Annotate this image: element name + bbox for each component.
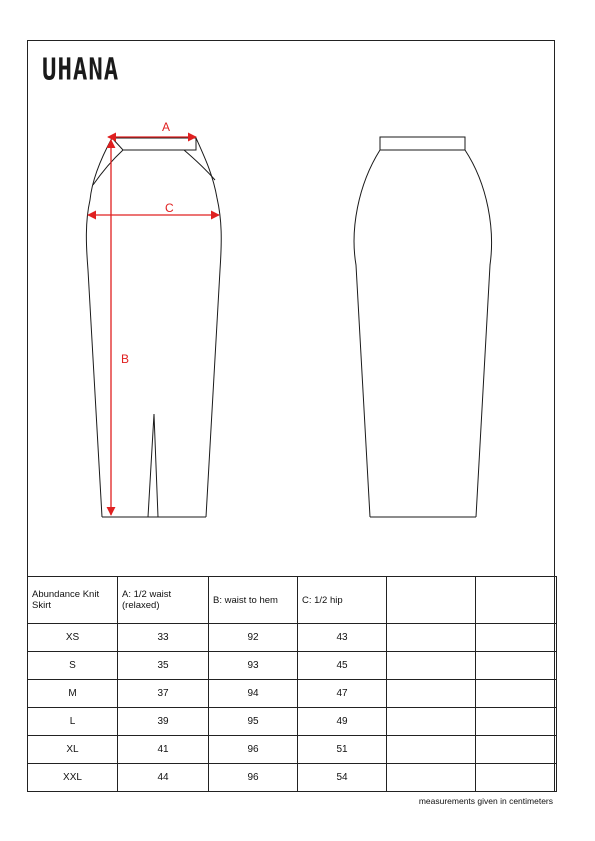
empty-cell	[387, 624, 476, 652]
front-right-pocket	[184, 150, 215, 180]
empty-cell	[476, 680, 557, 708]
table-row	[28, 624, 557, 652]
skirt-back-view	[354, 137, 491, 517]
hip-cell: 49	[298, 708, 387, 736]
empty-cell	[387, 652, 476, 680]
header-empty-2	[476, 577, 557, 624]
waist-cell: 41	[118, 736, 209, 764]
waist-to-hem-cell: 92	[209, 624, 298, 652]
empty-cell	[476, 736, 557, 764]
header-hip: C: 1/2 hip	[298, 577, 387, 624]
table-row	[28, 736, 557, 764]
table-row	[28, 652, 557, 680]
empty-cell	[476, 764, 557, 792]
size-cell: XXL	[28, 764, 118, 792]
waist-cell: 33	[118, 624, 209, 652]
dimension-c-label: C	[165, 201, 174, 215]
empty-cell	[476, 652, 557, 680]
empty-cell	[387, 764, 476, 792]
size-cell: XL	[28, 736, 118, 764]
header-waist: A: 1/2 waist (relaxed)	[118, 577, 209, 624]
hip-cell: 51	[298, 736, 387, 764]
header-empty-1	[387, 577, 476, 624]
table-row	[28, 708, 557, 736]
empty-cell	[476, 624, 557, 652]
empty-cell	[387, 708, 476, 736]
table-row	[28, 764, 557, 792]
table-row	[28, 680, 557, 708]
dimension-lines	[88, 137, 219, 515]
size-cell: XS	[28, 624, 118, 652]
front-left-pocket	[93, 150, 123, 185]
empty-cell	[476, 708, 557, 736]
size-chart-table	[27, 576, 557, 792]
table-header-row	[28, 577, 557, 624]
waist-cell: 37	[118, 680, 209, 708]
size-cell: M	[28, 680, 118, 708]
size-cell: L	[28, 708, 118, 736]
empty-cell	[387, 680, 476, 708]
back-waistband	[380, 137, 465, 150]
empty-cell	[387, 736, 476, 764]
front-slit	[148, 414, 158, 517]
back-left-outline	[354, 150, 380, 517]
hip-cell: 54	[298, 764, 387, 792]
product-name-cell: Abundance Knit Skirt	[28, 577, 118, 624]
hip-cell: 47	[298, 680, 387, 708]
front-left-outline	[86, 138, 112, 517]
waist-to-hem-cell: 93	[209, 652, 298, 680]
dimension-a-label: A	[162, 120, 171, 134]
waist-to-hem-cell: 96	[209, 764, 298, 792]
skirt-front-view	[86, 138, 221, 517]
brand-logo: UHANA	[42, 52, 120, 87]
front-right-outline	[196, 138, 221, 517]
hip-cell: 45	[298, 652, 387, 680]
waist-cell: 44	[118, 764, 209, 792]
back-right-outline	[465, 150, 492, 517]
waist-to-hem-cell: 96	[209, 736, 298, 764]
size-cell: S	[28, 652, 118, 680]
hip-cell: 43	[298, 624, 387, 652]
waist-cell: 39	[118, 708, 209, 736]
header-waist-to-hem: B: waist to hem	[209, 577, 298, 624]
waist-to-hem-cell: 95	[209, 708, 298, 736]
measurement-unit-note: measurements given in centimeters	[418, 796, 553, 806]
dimension-b-label: B	[121, 352, 130, 366]
waist-to-hem-cell: 94	[209, 680, 298, 708]
front-waistband	[112, 138, 196, 150]
waist-cell: 35	[118, 652, 209, 680]
